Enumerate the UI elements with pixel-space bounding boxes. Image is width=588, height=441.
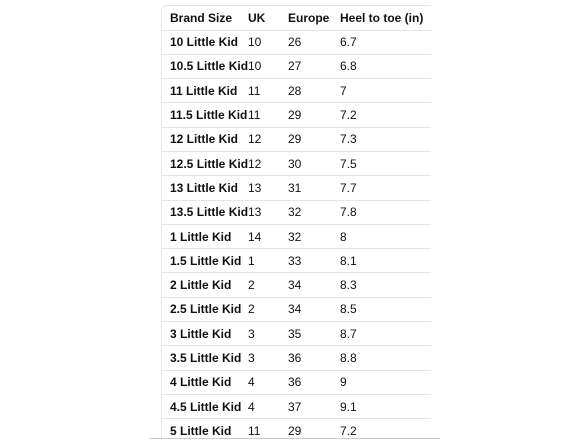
cell-uk: 2	[248, 297, 288, 321]
table-row	[162, 151, 431, 175]
cell-heel-to-toe: 8.3	[340, 273, 431, 297]
cell-brand-size: 11 Little Kid	[162, 79, 248, 103]
cell-heel-to-toe: 9.1	[340, 394, 431, 418]
cell-europe: 34	[288, 273, 340, 297]
cell-brand-size: 5 Little Kid	[162, 419, 248, 439]
cell-uk: 12	[248, 127, 288, 151]
cell-heel-to-toe: 6.8	[340, 54, 431, 78]
table-row	[162, 249, 431, 273]
cell-uk: 11	[248, 103, 288, 127]
column-header-europe: Europe	[288, 6, 340, 30]
cell-europe: 26	[288, 30, 340, 54]
cell-heel-to-toe: 7.2	[340, 103, 431, 127]
table-row	[162, 322, 431, 346]
cell-heel-to-toe: 8.7	[340, 322, 431, 346]
table-row	[162, 297, 431, 321]
cell-brand-size: 1 Little Kid	[162, 224, 248, 248]
cell-brand-size: 4 Little Kid	[162, 370, 248, 394]
cell-europe: 32	[288, 200, 340, 224]
table-row	[162, 394, 431, 418]
cell-brand-size: 10.5 Little Kid	[162, 54, 248, 78]
size-chart-header	[162, 6, 431, 30]
cell-heel-to-toe: 7.2	[340, 419, 431, 439]
cell-uk: 14	[248, 224, 288, 248]
column-header-heel-to-toe: Heel to toe (in)	[340, 6, 431, 30]
cell-uk: 13	[248, 200, 288, 224]
cell-heel-to-toe: 7.5	[340, 151, 431, 175]
cell-uk: 4	[248, 370, 288, 394]
table-row	[162, 30, 431, 54]
cell-brand-size: 11.5 Little Kid	[162, 103, 248, 127]
table-row	[162, 103, 431, 127]
cell-europe: 33	[288, 249, 340, 273]
cell-uk: 1	[248, 249, 288, 273]
column-header-uk: UK	[248, 6, 288, 30]
table-row	[162, 176, 431, 200]
cell-europe: 36	[288, 370, 340, 394]
cell-uk: 4	[248, 394, 288, 418]
cell-heel-to-toe: 8.5	[340, 297, 431, 321]
cell-europe: 30	[288, 151, 340, 175]
cell-europe: 35	[288, 322, 340, 346]
cell-brand-size: 13.5 Little Kid	[162, 200, 248, 224]
cell-brand-size: 2.5 Little Kid	[162, 297, 248, 321]
cell-brand-size: 3.5 Little Kid	[162, 346, 248, 370]
cell-brand-size: 10 Little Kid	[162, 30, 248, 54]
cell-europe: 36	[288, 346, 340, 370]
cell-brand-size: 3 Little Kid	[162, 322, 248, 346]
cell-heel-to-toe: 6.7	[340, 30, 431, 54]
cell-heel-to-toe: 8.1	[340, 249, 431, 273]
cell-uk: 12	[248, 151, 288, 175]
cell-heel-to-toe: 9	[340, 370, 431, 394]
table-row	[162, 346, 431, 370]
cell-europe: 28	[288, 79, 340, 103]
table-row	[162, 419, 431, 439]
cell-europe: 37	[288, 394, 340, 418]
cell-europe: 29	[288, 419, 340, 439]
column-header-brand-size: Brand Size	[162, 6, 248, 30]
table-row	[162, 370, 431, 394]
cell-heel-to-toe: 7.7	[340, 176, 431, 200]
table-row	[162, 224, 431, 248]
size-chart-table	[162, 6, 431, 439]
size-chart-table-container	[161, 5, 431, 439]
cell-europe: 27	[288, 54, 340, 78]
cell-europe: 29	[288, 127, 340, 151]
cell-heel-to-toe: 8	[340, 224, 431, 248]
cell-uk: 11	[248, 419, 288, 439]
cell-heel-to-toe: 8.8	[340, 346, 431, 370]
cell-europe: 29	[288, 103, 340, 127]
cell-heel-to-toe: 7	[340, 79, 431, 103]
cell-uk: 11	[248, 79, 288, 103]
cell-heel-to-toe: 7.3	[340, 127, 431, 151]
table-row	[162, 273, 431, 297]
cell-uk: 3	[248, 346, 288, 370]
cell-uk: 13	[248, 176, 288, 200]
cell-heel-to-toe: 7.8	[340, 200, 431, 224]
cell-brand-size: 2 Little Kid	[162, 273, 248, 297]
table-row	[162, 127, 431, 151]
cell-brand-size: 12 Little Kid	[162, 127, 248, 151]
cell-europe: 31	[288, 176, 340, 200]
cell-brand-size: 12.5 Little Kid	[162, 151, 248, 175]
cell-uk: 10	[248, 30, 288, 54]
bottom-divider	[150, 438, 440, 439]
table-row	[162, 54, 431, 78]
header-row	[162, 6, 431, 30]
cell-brand-size: 13 Little Kid	[162, 176, 248, 200]
cell-brand-size: 4.5 Little Kid	[162, 394, 248, 418]
cell-europe: 34	[288, 297, 340, 321]
cell-europe: 32	[288, 224, 340, 248]
cell-uk: 2	[248, 273, 288, 297]
size-chart-body	[162, 30, 431, 439]
table-row	[162, 200, 431, 224]
cell-uk: 3	[248, 322, 288, 346]
table-row	[162, 79, 431, 103]
cell-uk: 10	[248, 54, 288, 78]
cell-brand-size: 1.5 Little Kid	[162, 249, 248, 273]
